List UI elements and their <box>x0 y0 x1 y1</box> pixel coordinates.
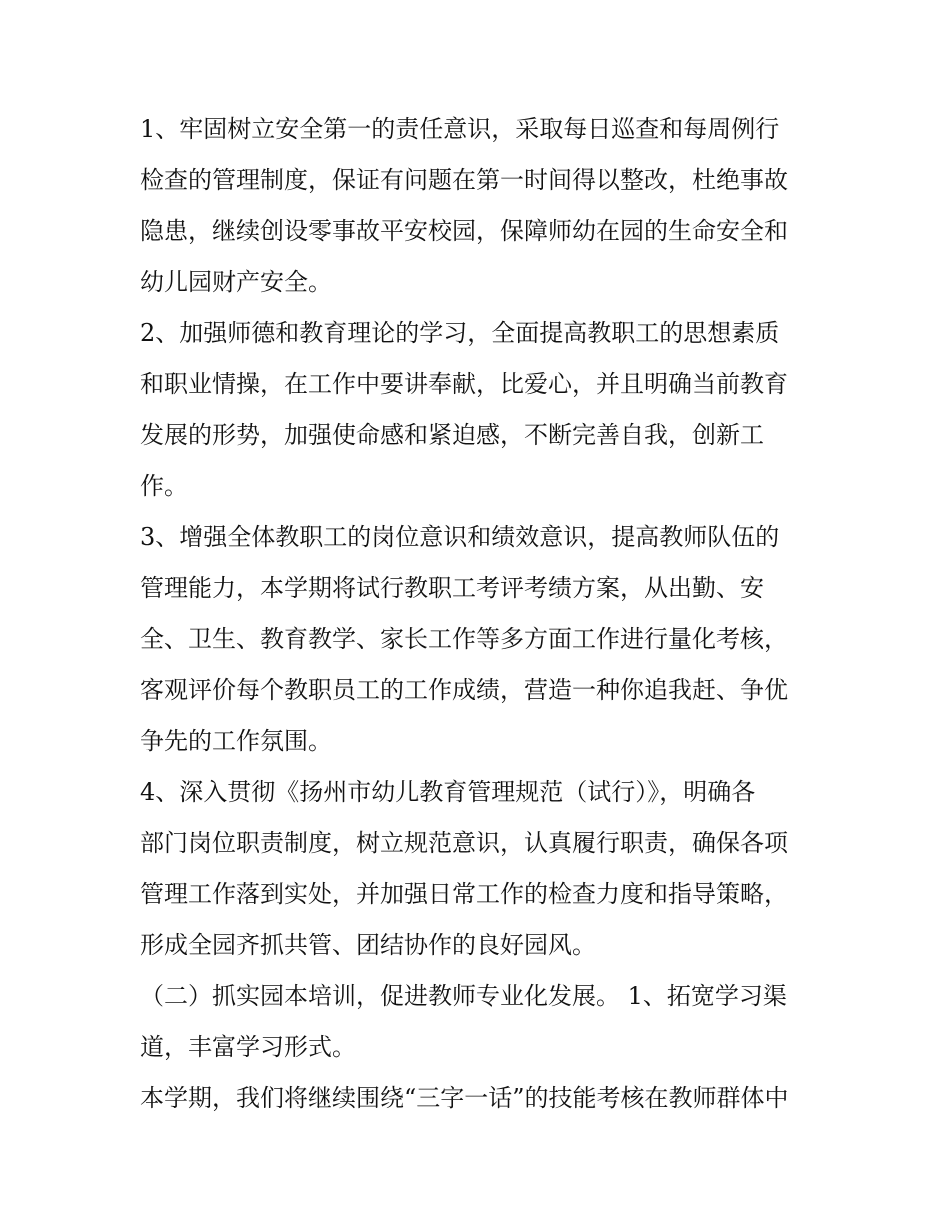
text-line: 隐患，继续创设零事故平安校园，保障师幼在园的生命安全和 <box>140 217 788 245</box>
text-line: 全、卫生、教育教学、家长工作等多方面工作进行量化考核， <box>140 625 788 653</box>
text-line: 3、增强全体教职工的岗位意识和绩效意识，提高教师队伍的 <box>140 523 780 551</box>
text-line: 形成全园齐抓共管、团结协作的良好园风。 <box>140 931 596 959</box>
text-line: 和职业情操，在工作中要讲奉献，比爱心，并且明确当前教育 <box>140 370 788 398</box>
text-line: 1、牢固树立安全第一的责任意识，采取每日巡查和每周例行 <box>140 115 780 143</box>
text-line: 管理工作落到实处，并加强日常工作的检查力度和指导策略， <box>140 880 788 908</box>
text-line: 部门岗位职责制度，树立规范意识，认真履行职责，确保各项 <box>140 829 788 857</box>
text-line: 管理能力，本学期将试行教职工考评考绩方案，从出勤、安 <box>140 574 764 602</box>
text-line: （二）抓实园本培训，促进教师专业化发展。 1、拓宽学习渠 <box>140 982 787 1010</box>
text-line: 作。 <box>140 472 188 500</box>
text-line: 2、加强师德和教育理论的学习，全面提高教职工的思想素质 <box>140 319 780 347</box>
text-line: 4、深入贯彻《扬州市幼儿教育管理规范（试行）》，明确各 <box>140 778 756 806</box>
text-line: 客观评价每个教职员工的工作成绩，营造一种你追我赶、争优 <box>140 676 788 704</box>
text-line: 幼儿园财产安全。 <box>140 268 332 296</box>
text-line: 本学期，我们将继续围绕“三字一话”的技能考核在教师群体中 <box>140 1084 789 1112</box>
text-line: 道，丰富学习形式。 <box>140 1033 356 1061</box>
text-line: 检查的管理制度，保证有问题在第一时间得以整改，杜绝事故 <box>140 166 788 194</box>
text-line: 争先的工作氛围。 <box>140 727 332 755</box>
text-line: 发展的形势，加强使命感和紧迫感，不断完善自我，创新工 <box>140 421 764 449</box>
document-body <box>140 104 816 1124</box>
